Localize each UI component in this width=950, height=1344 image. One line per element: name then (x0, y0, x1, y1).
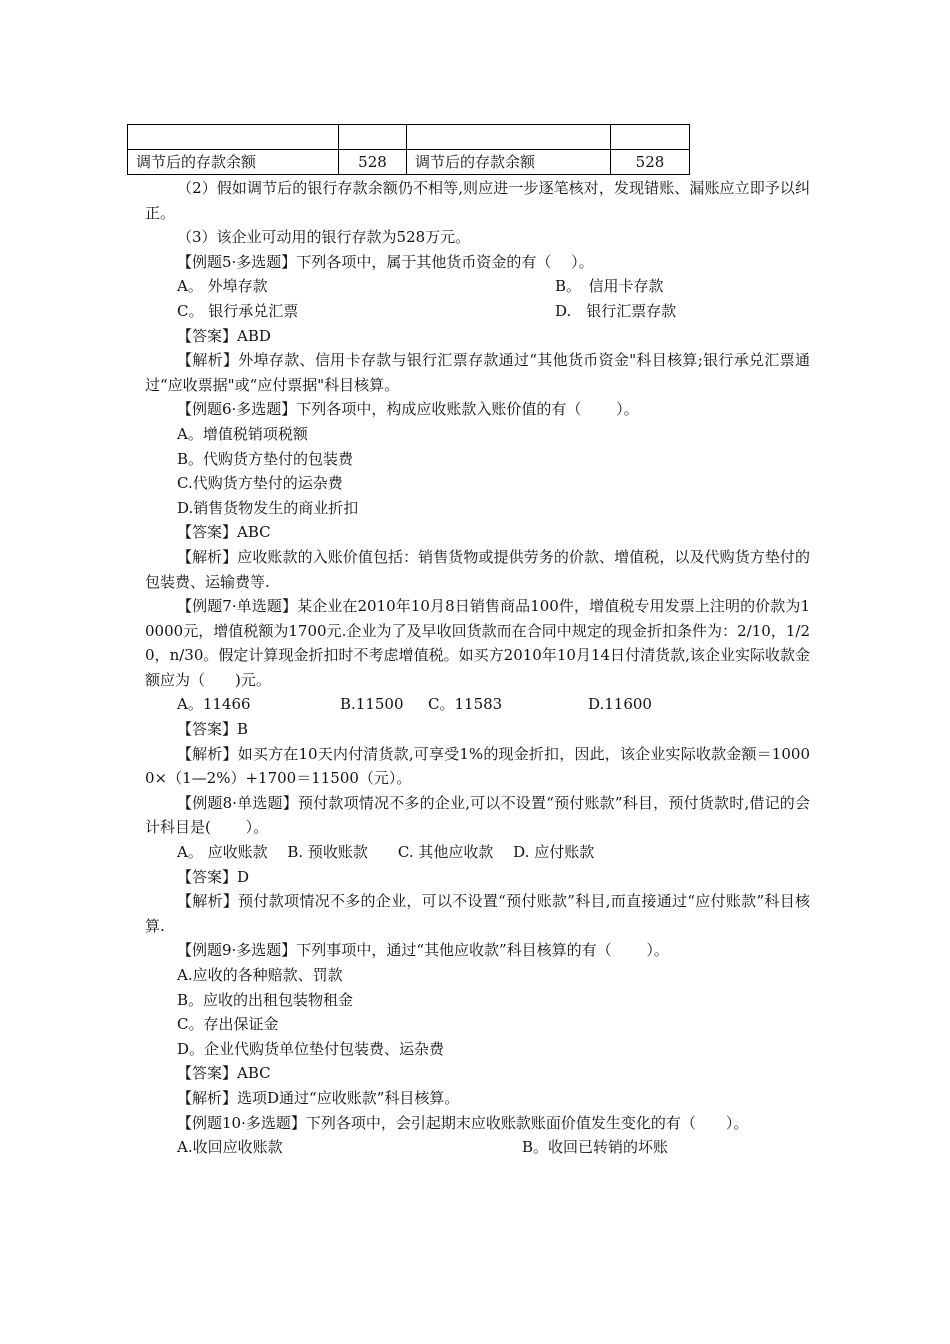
answer-9: 【答案】ABC (177, 1064, 271, 1083)
question-5: 【例题5·多选题】下列各项中，属于其他货币资金的有（ ）。 (177, 252, 594, 271)
document-body (145, 176, 810, 1160)
table-cell (611, 125, 690, 150)
table-cell (339, 125, 407, 150)
option-a: A。 外埠存款 (177, 277, 268, 296)
question-5-options-row-2 (145, 299, 810, 324)
table-cell: 528 (339, 150, 407, 175)
option-a: A.收回应收账款 (177, 1138, 283, 1157)
answer-6: 【答案】ABC (177, 523, 271, 542)
explanation-9: 【解析】选项D通过“应收账款”科目核算。 (177, 1088, 460, 1107)
option-b: B。应收的出租包装物租金 (177, 990, 354, 1009)
reconciliation-table (127, 124, 690, 175)
option-c: C。存出保证金 (177, 1015, 279, 1034)
paragraph-2: （2）假如调节后的银行存款余额仍不相等,则应进一步逐笔核对，发现错账、漏账应立即予以纠正。 (145, 179, 810, 222)
option-c: C。 银行承兑汇票 (177, 301, 299, 320)
table-cell: 调节后的存款余额 (128, 150, 339, 175)
paragraph-3: （3）该企业可动用的银行存款为528万元。 (177, 228, 471, 247)
answer-7: 【答案】B (177, 720, 249, 739)
answer-8: 【答案】D (177, 867, 250, 886)
question-8-options: A。 应收账款 B. 预收账款 C. 其他应收款 D. 应付账款 (177, 843, 595, 862)
question-10: 【例题10·多选题】下列各项中，会引起期末应收账款账面价值发生变化的有（ ）。 (177, 1113, 749, 1132)
option-d: D. 银行汇票存款 (555, 301, 677, 320)
table-cell: 528 (611, 150, 690, 175)
option-a: A。增值税销项税额 (177, 424, 308, 443)
option-c: C。11583 (428, 695, 503, 714)
table-cell (128, 125, 339, 150)
question-8: 【例题8·单选题】预付款项情况不多的企业,可以不设置“预付账款”科目，预付货款时,借记的会计科目是( ）。 (145, 793, 810, 837)
question-5-options-row-1 (145, 274, 810, 299)
option-b: B。收回已转销的坏账 (522, 1138, 669, 1157)
explanation-6: 【解析】应收账款的入账价值包括：销售货物或提供劳务的价款、增值税，以及代购货方垫付的包装费、运输费等. (145, 547, 810, 591)
option-b: B。代购货方垫付的包装费 (177, 449, 354, 468)
table-row (128, 125, 690, 150)
answer-5: 【答案】ABD (177, 326, 271, 345)
question-6: 【例题6·多选题】下列各项中，构成应收账款入账价值的有（ ）。 (177, 400, 639, 419)
option-a: A.应收的各种赔款、罚款 (177, 966, 343, 984)
question-7: 【例题7·单选题】某企业在2010年10月8日销售商品100件，增值税专用发票上注明的价款为10000元，增值税额为1700元.企业为了及早收回货款而在合同中规定的现金折扣条件为：2/10，1/20，n/30。假定计算现金折扣时不考虑增值税。如买方2010年10月14日付清货款,该企业实际收款金额应为（ )元。 (145, 597, 810, 689)
question-10-options (145, 1135, 810, 1160)
table-cell: 调节后的存款余额 (407, 150, 611, 175)
option-b: B。 信用卡存款 (555, 277, 664, 296)
option-c: C.代购货方垫付的运杂费 (177, 474, 343, 493)
question-9: 【例题9·多选题】下列事项中，通过“其他应收款”科目核算的有（ ）。 (177, 941, 669, 960)
option-a: A。11466 (177, 695, 251, 714)
option-d: D.销售货物发生的商业折扣 (177, 498, 359, 517)
explanation-5: 【解析】外埠存款、信用卡存款与银行汇票存款通过“其他货币资金"科目核算;银行承兑汇票通过“应收票据"或“应付票据"科目核算。 (145, 351, 810, 394)
explanation-8: 【解析】预付款项情况不多的企业，可以不设置“预付账款”科目,而直接通过“应付账款”科目核算. (145, 892, 810, 935)
option-d: D。企业代购货单位垫付包装费、运杂费 (177, 1039, 445, 1058)
question-7-options (145, 692, 810, 717)
table-row (128, 150, 690, 175)
table-cell (407, 125, 611, 150)
option-b: B.11500 (340, 695, 404, 714)
option-d: D.11600 (588, 695, 652, 714)
explanation-7: 【解析】如买方在10天内付清货款,可享受1%的现金折扣，因此，该企业实际收款金额＝10000×（1—2%）+1700＝11500（元）。 (145, 744, 810, 788)
